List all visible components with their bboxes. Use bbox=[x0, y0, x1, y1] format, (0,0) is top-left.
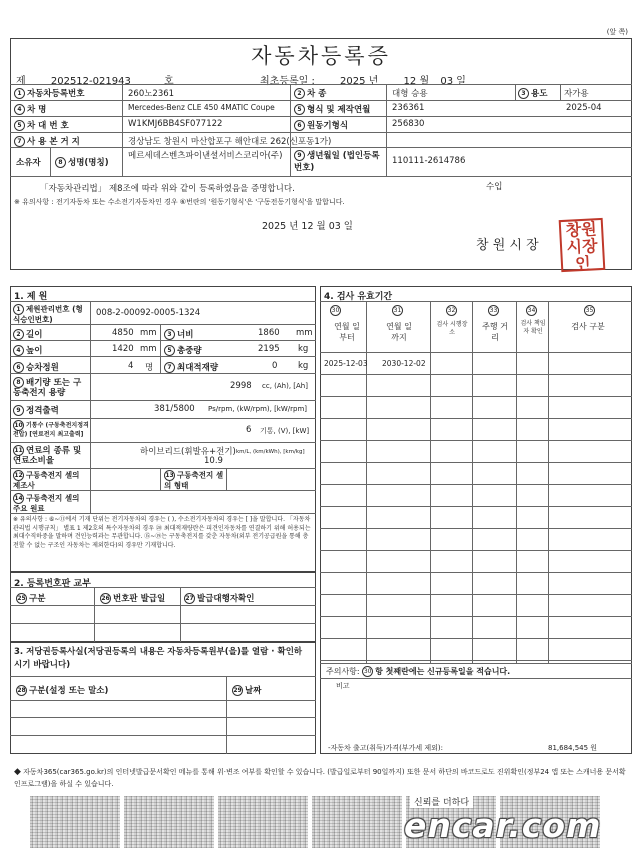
plate-col-issue-date: 26 번호판 발급일 bbox=[101, 594, 166, 604]
height-value: 1420 bbox=[112, 344, 134, 354]
car-type: 대형 승용 bbox=[392, 89, 428, 99]
first-reg-year: 2025 bbox=[340, 76, 366, 87]
insp-header-mileage: 주행 거리 bbox=[482, 322, 508, 342]
base-label: 7 사 용 본 거 지 bbox=[14, 135, 80, 147]
inspection-row-line bbox=[320, 462, 632, 463]
insp-header-kind: 검사 구분 bbox=[571, 322, 605, 331]
cylinders-unit: 기통, (V), [kW] bbox=[260, 427, 310, 435]
fuel-label: 11 연료의 종류 및 연료소비율 bbox=[13, 446, 82, 466]
cylinders-label: 10 기통수 (구동축전지정격전압) [연료전지 최고출력] bbox=[13, 422, 89, 438]
width-value: 1860 bbox=[258, 328, 280, 338]
cert-number: 202512-021943 bbox=[50, 76, 131, 87]
insp-header-to: 연월 일까지 bbox=[386, 322, 412, 342]
cylinders-value: 6 bbox=[246, 425, 252, 435]
inspection-row-line bbox=[320, 374, 632, 375]
width-label: 3 너비 bbox=[164, 328, 193, 340]
power-value: 381/5800 bbox=[154, 404, 195, 414]
displacement-value: 2998 bbox=[230, 381, 252, 391]
verification-notice: ◆ 자동차365(car365.go.kr)의 인터넷발급문서확인 메뉴를 통해 위·변조 여부를 확인할 수 있습니다. (발급일로부터 90일까지) 또한 문서 하단의 바코드로도 진위확인(정부24 앱 또는 스캐너용 문서확인프로그램)을 하실 수 있습니다. bbox=[14, 767, 626, 788]
inspection-row-line bbox=[320, 506, 632, 507]
engine-label: 6 원동기형식 bbox=[294, 119, 348, 131]
model-label: 4 차 명 bbox=[14, 103, 46, 115]
insp-h-circle-5: 34 bbox=[527, 307, 536, 314]
inspection-row-line bbox=[320, 396, 632, 397]
insp-row1-from: 2025-12-03 bbox=[324, 359, 368, 368]
fuel-unit: km/L, (km/kWh), [km/kg] bbox=[236, 449, 305, 455]
mortgage-section-title: 3. 저당권등록사실(저당권등록의 내용은 자동차등록원부(을)를 열람 · 확인하시기 바랍니다) bbox=[14, 647, 303, 670]
first-reg-month: 12 bbox=[403, 76, 417, 87]
insp-h-circle-3: 32 bbox=[447, 307, 456, 314]
insp-h-circle-6: 35 bbox=[585, 307, 594, 314]
fuel-rate: 10.9 bbox=[204, 456, 223, 466]
insp-h-circle-2: 31 bbox=[393, 307, 402, 314]
page-side-label: (앞 쪽) bbox=[606, 28, 628, 36]
first-reg-label: 최초등록일 : bbox=[260, 76, 315, 87]
insp-h-circle-1: 30 bbox=[331, 307, 340, 314]
price-value: 81,684,545 원 bbox=[548, 744, 598, 752]
mgmt-no: 008-2-00092-0005-1324 bbox=[96, 308, 201, 318]
owner-label: 소유자 bbox=[16, 158, 41, 168]
mortgage-col-type: 28 구분(설정 또는 말소) bbox=[17, 686, 109, 696]
inspection-row-line bbox=[320, 572, 632, 573]
plate-section-title: 2. 등록번호판 교부 bbox=[14, 579, 91, 589]
fuel-type: 하이브리드(휘발유+전기) bbox=[140, 447, 236, 457]
manufacture-date: 2025-04 bbox=[566, 103, 602, 113]
month-unit: 월 bbox=[419, 76, 430, 87]
remarks-label: 비고 bbox=[336, 682, 350, 690]
gross-unit: kg bbox=[298, 344, 309, 354]
width-unit: mm bbox=[296, 328, 313, 338]
reg-no: 260노2361 bbox=[128, 89, 175, 99]
inspection-row-line bbox=[320, 660, 632, 661]
official-seal: 창원 시장인 bbox=[559, 218, 606, 272]
spec-section-title: 1. 제 원 bbox=[14, 292, 48, 302]
displacement-unit: cc, (Ah), [Ah] bbox=[262, 382, 308, 390]
plate-col-type: 25 구분 bbox=[17, 594, 46, 604]
battery-material-label: 14 구동축전지 셀의 주요 원료 bbox=[13, 493, 80, 513]
mgmt-no-label: 1 제원관리번호 (형식승인번호) bbox=[13, 304, 83, 324]
encar-watermark-logo: encar.com bbox=[404, 806, 602, 845]
car-type-label: 2 차 종 bbox=[294, 87, 326, 99]
engine-type: 256830 bbox=[392, 119, 425, 129]
height-label: 4 높이 bbox=[13, 344, 42, 356]
length-unit: mm bbox=[140, 328, 157, 338]
notice-text: ※ 유의사항 : 전기자동차 또는 수소전기자동차인 경우 ⑥번란의 '원동기형식'은 '구동전동기형식'을 말합니다. bbox=[14, 198, 345, 206]
form-label: 5 형식 및 제작연월 bbox=[294, 103, 370, 115]
power-label: 9 정격출력 bbox=[13, 404, 59, 416]
document-title: 자동차등록증 bbox=[251, 44, 391, 68]
capacity-unit: 명 bbox=[145, 363, 154, 373]
usage-label: 3 용도 bbox=[518, 87, 547, 99]
base-address: 경상남도 창원시 마산합포구 해안대로 262(신포동1가) bbox=[128, 137, 332, 147]
barcode-4 bbox=[312, 796, 402, 848]
power-unit: Ps/rpm, (kW/rpm), [kW/rpm] bbox=[208, 405, 308, 413]
plate-col-agent-confirm: 27 발급대행자확인 bbox=[185, 594, 255, 604]
form-code: 236361 bbox=[392, 103, 425, 113]
day-unit: 일 bbox=[456, 76, 466, 87]
inspection-notice: 주의사항: 30 항 첫째란에는 신규등록일을 적습니다. bbox=[326, 667, 511, 676]
gross-label: 5 총중량 bbox=[164, 344, 202, 356]
first-reg-day: 03 bbox=[440, 76, 454, 87]
year-unit: 년 bbox=[368, 76, 379, 87]
owner-name-label: 8 성명(명칭) bbox=[55, 156, 109, 168]
battery-shape-label: 13 구동축전지 셀의 형태 bbox=[164, 470, 224, 490]
no-prefix: 제 bbox=[16, 76, 26, 87]
inspection-row-line bbox=[320, 616, 632, 617]
insp-header-from: 연월 일부터 bbox=[334, 322, 360, 342]
owner-name: 메르세데스벤츠파이낸셜서비스코리아(주) bbox=[128, 151, 283, 161]
verification-text: 자동차365(car365.go.kr)의 인터넷발급문서확인 메뉴를 통해 위·변조 여부를 확인할 수 있습니다. (발급일로부터 90일까지) 또한 문서 하단의 바코드로도 진위확인(정부24 앱 또는 스캐너용 문서확인프로그램)을 하실 수 있습니다. bbox=[14, 768, 626, 788]
inspection-row-line bbox=[320, 440, 632, 441]
inspection-row-line bbox=[320, 418, 632, 419]
height-unit: mm bbox=[140, 344, 157, 354]
max-load-value: 0 bbox=[272, 361, 278, 371]
insp-header-place: 검사 시행장소 bbox=[436, 321, 468, 336]
barcode-1 bbox=[30, 796, 120, 848]
length-label: 2 길이 bbox=[13, 328, 42, 340]
max-load-unit: kg bbox=[298, 361, 309, 371]
insp-h-circle-4: 33 bbox=[489, 307, 498, 314]
inspection-section-title: 4. 검사 유효기간 bbox=[324, 292, 393, 302]
law-statement: 「자동차관리법」 제8조에 따라 위와 같이 등록하였음을 증명합니다. bbox=[40, 184, 295, 194]
corp-reg-number: 110111-2614786 bbox=[392, 156, 466, 166]
battery-maker-label: 12 구동축전지 셀의 제조사 bbox=[13, 470, 80, 490]
barcode-3 bbox=[218, 796, 308, 848]
vin: W1KMJ6BB4SF077122 bbox=[128, 119, 223, 129]
price-label: -자동차 출고(취득)가격(부가세 제외): bbox=[328, 744, 443, 752]
reg-no-label: 1 자동차등록번호 bbox=[14, 87, 84, 99]
notice-body: 항 첫째란에는 신규등록일을 적습니다. bbox=[375, 667, 511, 676]
inspection-row-line bbox=[320, 638, 632, 639]
issuer: 창 원 시 장 bbox=[476, 238, 539, 253]
length-value: 4850 bbox=[112, 328, 134, 338]
barcode-2 bbox=[124, 796, 214, 848]
inspection-row-line bbox=[320, 528, 632, 529]
mortgage-col-date: 29 날짜 bbox=[233, 686, 262, 696]
usage: 자가용 bbox=[564, 89, 589, 99]
model-name: Mercedes-Benz CLE 450 4MATIC Coupe bbox=[128, 103, 275, 112]
spec-notice: ※ 유의사항 : ⑥~⑪에서 기재 단위는 전기자동차의 경우는 ( ), 수소전기자동차의 경우는 [ ]을 말합니다. 「자동차관리법 시행규칙」 별표 1 제2호의 특수자동차의 경우 ⑳ 최대적재량란은 피견인자동차를 연결하기 위해 허용되는 최대수직하중을 말하며 견인능력과는 무관합니다. ⑮~⑲는 구동축전지를 갖춘 자동차(외부 전기공급원을 통해 충전할 수 없는 구조인 자동차는 제외한다)의 경우만 기재합니다. bbox=[13, 516, 311, 549]
notice-label: 주의사항: bbox=[326, 667, 360, 676]
inspection-row-line bbox=[320, 484, 632, 485]
watermark-tagline: 신뢰를 더하다 bbox=[410, 795, 473, 808]
displacement-label: 8 배기량 또는 구동축전지 용량 bbox=[13, 378, 82, 398]
inspection-row-line bbox=[320, 550, 632, 551]
capacity-value: 4 bbox=[128, 361, 134, 371]
max-load-label: 7 최대적재량 bbox=[164, 361, 218, 373]
insp-header-officer: 검사 책임자 확인 bbox=[520, 320, 546, 335]
inspection-row-line bbox=[320, 594, 632, 595]
insp-row1-to: 2030-12-02 bbox=[382, 359, 426, 368]
capacity-label: 6 승차정원 bbox=[13, 361, 59, 373]
birth-label: 9 생년월일 (법인등록번호) bbox=[294, 151, 380, 173]
import-stamp: 수입 bbox=[486, 182, 503, 192]
issue-date: 2025 년 12 월 03 일 bbox=[262, 221, 353, 232]
gross-value: 2195 bbox=[258, 344, 280, 354]
no-suffix: 호 bbox=[164, 76, 174, 87]
vin-label: 5 차 대 번 호 bbox=[14, 119, 69, 131]
